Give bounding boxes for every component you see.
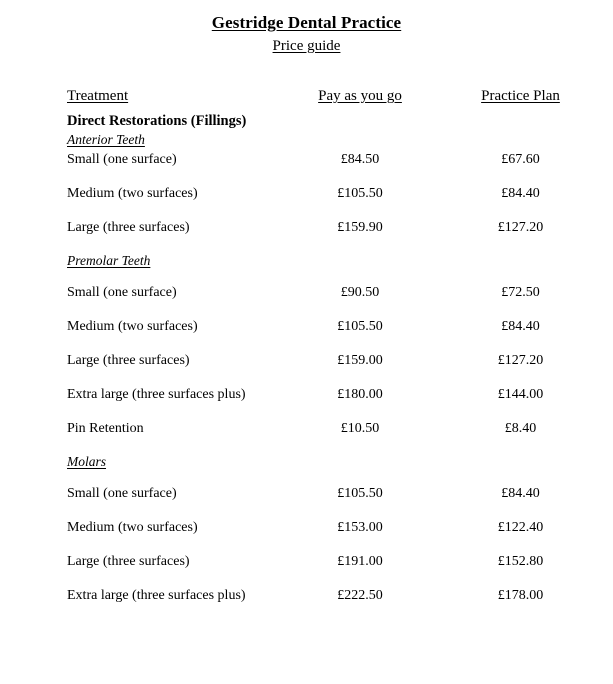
cell-pay-as-you-go: £84.50	[340, 152, 380, 167]
cell-treatment: Large (three surfaces)	[67, 554, 190, 569]
column-header-practice-plan	[440, 88, 613, 112]
subsection-heading	[0, 131, 613, 152]
cell-treatment: Extra large (three surfaces plus)	[67, 588, 246, 603]
cell-practice-plan: £127.20	[497, 353, 544, 368]
column-header-treatment	[0, 88, 280, 112]
cell-treatment: Pin Retention	[67, 421, 144, 436]
table-row	[0, 353, 613, 387]
subsection-heading-label: Molars	[67, 454, 107, 469]
subsection-heading-label: Premolar Teeth	[67, 253, 151, 268]
cell-practice-plan: £67.60	[501, 152, 540, 167]
cell-practice-plan: £8.40	[504, 421, 537, 436]
column-header-treatment-label: Treatment	[67, 88, 129, 104]
table-row	[0, 285, 613, 319]
cell-pay-as-you-go: £10.50	[340, 421, 380, 436]
subsection-heading-row	[0, 239, 613, 285]
subsection-heading-row	[0, 440, 613, 486]
cell-practice-plan: £72.50	[501, 285, 540, 300]
table-row	[0, 186, 613, 220]
cell-pay-as-you-go: £180.00	[337, 387, 383, 402]
cell-pay-as-you-go: £159.00	[337, 353, 383, 368]
cell-practice-plan: £84.40	[501, 319, 540, 334]
cell-pay-as-you-go: £105.50	[337, 319, 383, 334]
price-table-head	[0, 88, 613, 112]
cell-pay-as-you-go: £159.90	[337, 220, 383, 235]
column-header-practice-plan-label: Practice Plan	[481, 88, 560, 104]
cell-pay-as-you-go: £105.50	[337, 486, 383, 501]
table-row	[0, 152, 613, 186]
cell-practice-plan: £84.40	[501, 186, 540, 201]
cell-treatment: Small (one surface)	[67, 285, 177, 300]
cell-practice-plan: £144.00	[497, 387, 544, 402]
page-subtitle-text: Price guide	[272, 38, 341, 54]
cell-pay-as-you-go: £105.50	[337, 186, 383, 201]
table-row	[0, 387, 613, 421]
cell-treatment: Medium (two surfaces)	[67, 520, 198, 535]
table-row	[0, 554, 613, 588]
cell-treatment: Small (one surface)	[67, 486, 177, 501]
table-row	[0, 220, 613, 239]
table-row	[0, 319, 613, 353]
cell-practice-plan: £127.20	[497, 220, 544, 235]
page-title	[0, 0, 613, 33]
cell-treatment: Large (three surfaces)	[67, 353, 190, 368]
cell-treatment: Medium (two surfaces)	[67, 186, 198, 201]
section-heading: Direct Restorations (Fillings)	[67, 113, 247, 129]
cell-treatment: Large (three surfaces)	[67, 220, 190, 235]
cell-practice-plan: £178.00	[497, 588, 544, 603]
page-title-text: Gestridge Dental Practice	[211, 13, 402, 32]
cell-practice-plan: £122.40	[497, 520, 544, 535]
table-row	[0, 421, 613, 440]
cell-pay-as-you-go: £153.00	[337, 520, 383, 535]
subsection-heading	[0, 239, 613, 285]
subsection-heading-label: Anterior Teeth	[67, 132, 145, 147]
cell-pay-as-you-go: £191.00	[337, 554, 383, 569]
section-heading-row	[0, 112, 613, 131]
cell-treatment: Small (one surface)	[67, 152, 177, 167]
cell-practice-plan: £152.80	[497, 554, 544, 569]
price-table	[0, 88, 613, 622]
cell-treatment: Medium (two surfaces)	[67, 319, 198, 334]
column-header-pay-as-you-go	[280, 88, 440, 112]
cell-practice-plan: £84.40	[501, 486, 540, 501]
subsection-heading-row	[0, 131, 613, 152]
table-header-row	[0, 88, 613, 112]
table-row	[0, 486, 613, 520]
cell-pay-as-you-go: £222.50	[337, 588, 383, 603]
column-header-pay-as-you-go-label: Pay as you go	[318, 88, 402, 104]
table-row	[0, 520, 613, 554]
cell-treatment: Extra large (three surfaces plus)	[67, 387, 246, 402]
page-subtitle	[0, 33, 613, 55]
cell-pay-as-you-go: £90.50	[340, 285, 380, 300]
price-table-body	[0, 112, 613, 622]
subsection-heading	[0, 440, 613, 486]
table-row	[0, 588, 613, 622]
